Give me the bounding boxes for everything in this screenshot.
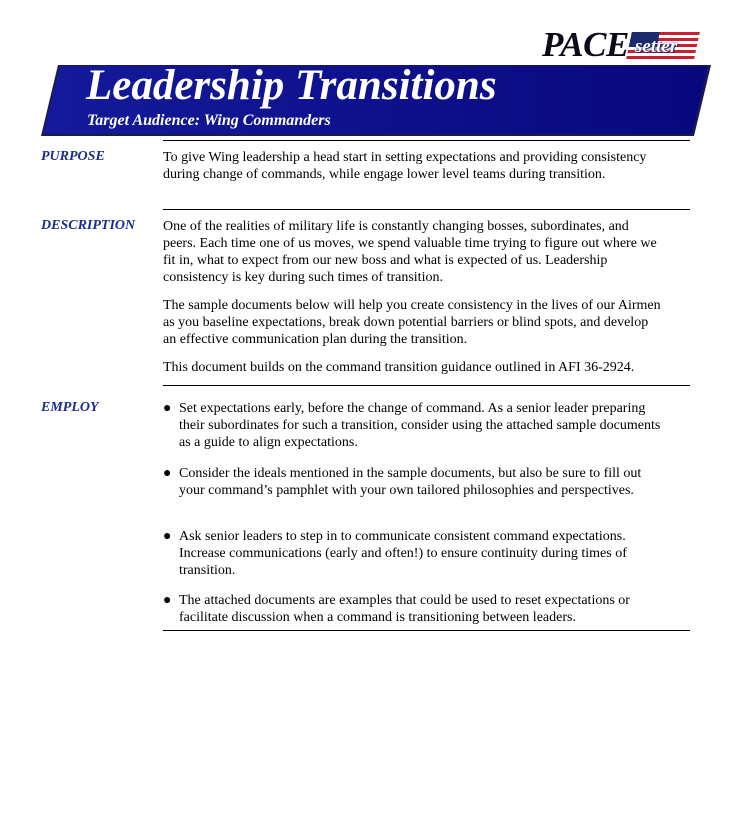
- divider: [163, 630, 690, 631]
- description-paragraph: One of the realities of military life is constantly changing bosses, subordinates, and peers. Each time one of us moves, we spend valuable time trying to figure out where we fit in, what to expect from our new boss and what is expected of us. Leadership consistency is key during such times of transition.: [163, 219, 657, 285]
- bullet-icon: ●: [163, 466, 172, 481]
- page-title: Leadership Transitions: [86, 62, 497, 109]
- bullet-icon: ●: [163, 529, 172, 544]
- logo-pace-text: PACE: [542, 25, 629, 64]
- target-audience: Target Audience: Wing Commanders: [87, 112, 331, 129]
- description-paragraph: The sample documents below will help you create consistency in the lives of our Airmen as you baseline expectations, break down potential barriers or blind spots, and develop an effective communication plan during the transition.: [163, 298, 661, 347]
- divider: [163, 209, 690, 210]
- description-label: DESCRIPTION: [41, 218, 136, 233]
- pacesetter-logo: [540, 26, 700, 66]
- divider: [163, 140, 690, 141]
- divider: [163, 385, 690, 386]
- purpose-label: PURPOSE: [41, 149, 105, 164]
- employ-bullet: Ask senior leaders to step in to communicate consistent command expectations. Increase communications (early and often!) to ensure continuity during times of transition.: [179, 529, 627, 578]
- employ-bullet: Set expectations early, before the change of command. As a senior leader preparing their subordinates for such a transition, consider using the attached sample documents as a guide to align expectations.: [179, 401, 661, 450]
- employ-label: EMPLOY: [41, 400, 99, 415]
- bullet-icon: ●: [163, 593, 172, 608]
- logo-setter-text: setter: [635, 36, 678, 57]
- employ-bullet: The attached documents are examples that could be used to reset expectations or facilitate discussion when a command is transitioning between leaders.: [179, 593, 630, 625]
- employ-bullet: Consider the ideals mentioned in the sample documents, but also be sure to fill out your command’s pamphlet with your own tailored philosophies and perspectives.: [179, 466, 642, 498]
- bullet-icon: ●: [163, 401, 172, 416]
- purpose-text: To give Wing leadership a head start in setting expectations and providing consistency during change of commands, while engage lower level teams during transition.: [163, 150, 647, 182]
- description-paragraph: This document builds on the command transition guidance outlined in AFI 36-2924.: [163, 360, 635, 375]
